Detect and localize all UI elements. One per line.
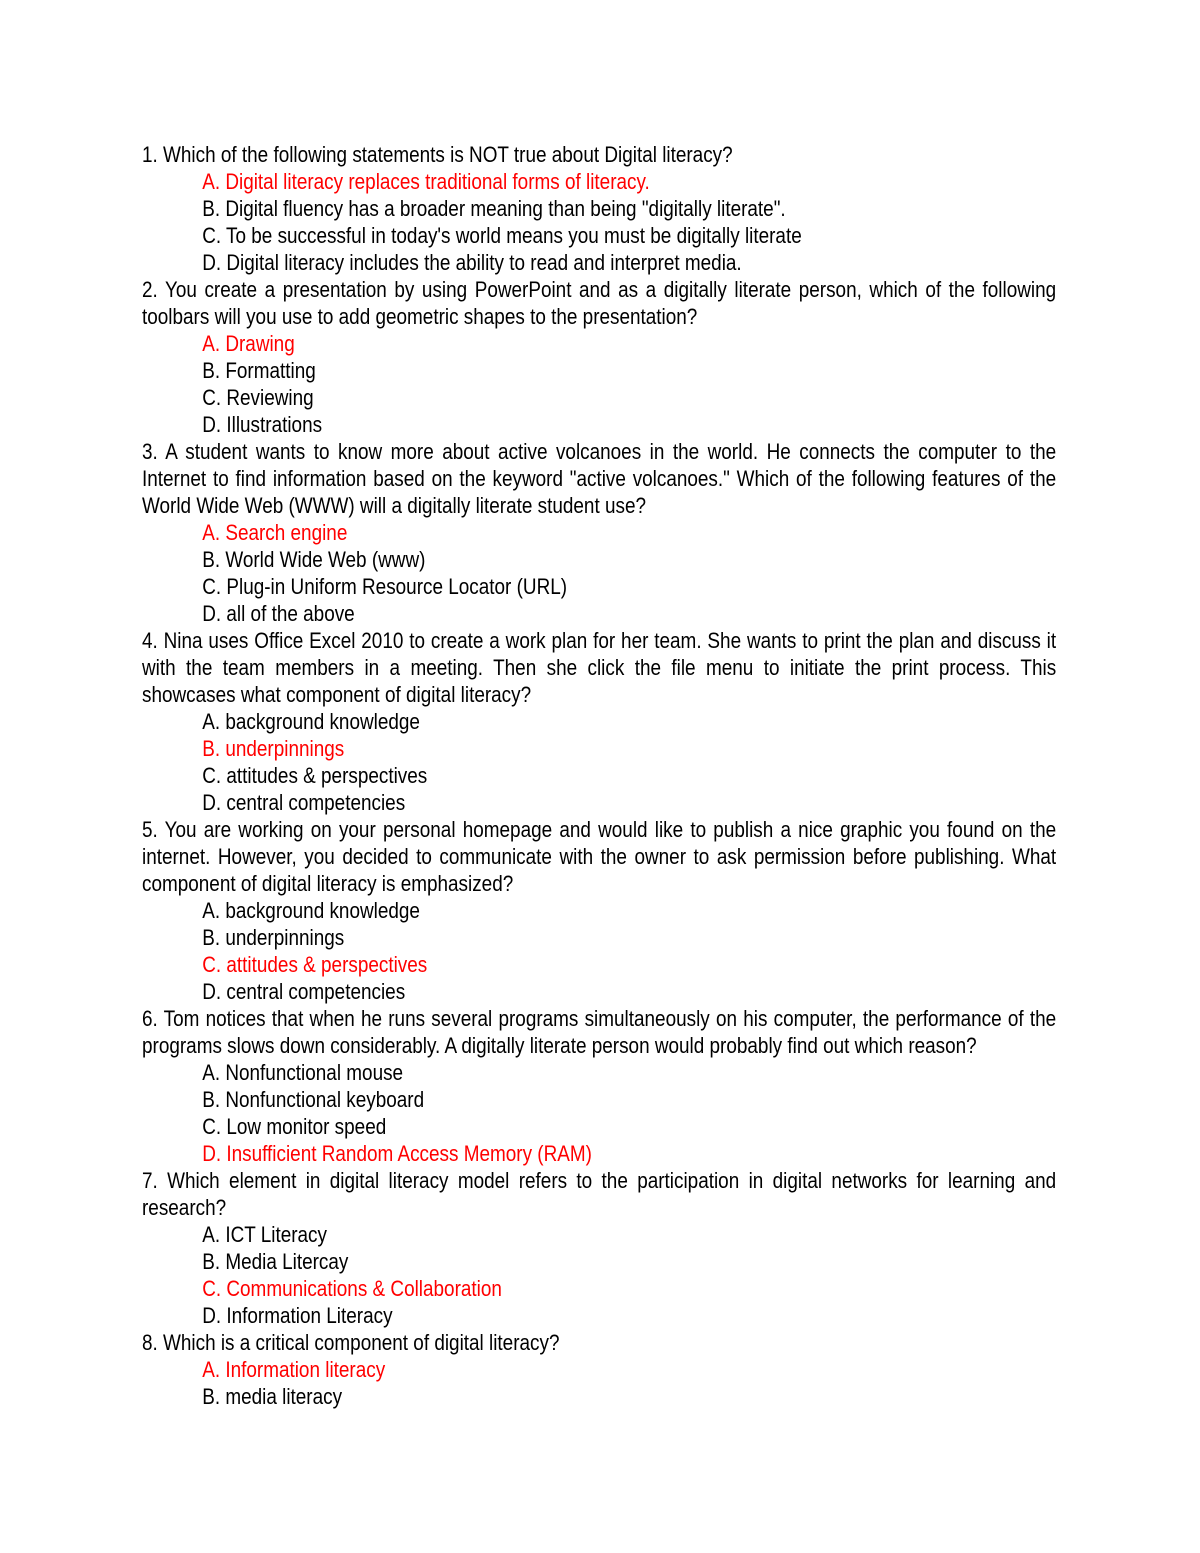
question-text: 7. Which element in digital literacy model refers to the participation in digital networks for learning and research?	[142, 1168, 1057, 1220]
answer-option: B. Formatting	[202, 358, 316, 383]
answer-option: A. ICT Literacy	[202, 1222, 327, 1247]
answer-option: B. Media Litercay	[202, 1249, 349, 1274]
question-block	[142, 276, 1056, 438]
answer-option: D. Illustrations	[202, 412, 323, 437]
answer-option-correct: A. Digital literacy replaces traditional forms of literacy.	[202, 169, 650, 194]
answer-option: D. Digital literacy includes the ability to read and interpret media.	[202, 250, 742, 275]
question-block	[142, 1329, 1056, 1410]
answer-option: C. Plug-in Uniform Resource Locator (URL)	[202, 574, 568, 599]
answer-option: A. background knowledge	[202, 709, 420, 734]
question-block	[142, 627, 1056, 816]
answer-option: B. World Wide Web (www)	[202, 547, 426, 572]
answer-option-correct: A. Search engine	[202, 520, 348, 545]
answer-option-correct: C. Communications & Collaboration	[202, 1276, 502, 1301]
question-text: 3. A student wants to know more about active volcanoes in the world. He connects the computer to the Internet to find information based on the keyword "active volcanoes." Which of the following features of the World Wide Web (WWW) will a digitally literate student use?	[142, 439, 1057, 518]
question-text: 1. Which of the following statements is NOT true about Digital literacy?	[142, 142, 733, 167]
answer-option-correct: C. attitudes & perspectives	[202, 952, 428, 977]
answer-option: D. central competencies	[202, 979, 406, 1004]
answer-option: A. background knowledge	[202, 898, 420, 923]
question-block	[142, 438, 1056, 627]
question-block	[142, 1167, 1056, 1329]
question-block	[142, 141, 1056, 276]
question-text: 2. You create a presentation by using PowerPoint and as a digitally literate person, which of the following toolbars will you use to add geometric shapes to the presentation?	[142, 277, 1057, 329]
question-text: 8. Which is a critical component of digital literacy?	[142, 1330, 560, 1355]
answer-option-correct: A. Information literacy	[202, 1357, 386, 1382]
quiz-document	[142, 141, 1056, 1410]
answer-option-correct: D. Insufficient Random Access Memory (RAM)	[202, 1141, 592, 1166]
answer-option-correct: A. Drawing	[202, 331, 295, 356]
answer-option: C. To be successful in today's world means you must be digitally literate	[202, 223, 802, 248]
answer-option: C. Low monitor speed	[202, 1114, 387, 1139]
answer-option: D. Information Literacy	[202, 1303, 393, 1328]
question-block	[142, 1005, 1056, 1167]
question-text: 4. Nina uses Office Excel 2010 to create a work plan for her team. She wants to print the plan and discuss it with the team members in a meeting. Then she click the file menu to initiate the print process. This showcases what component of digital literacy?	[142, 628, 1057, 707]
answer-option: D. all of the above	[202, 601, 355, 626]
answer-option: C. attitudes & perspectives	[202, 763, 428, 788]
answer-option: B. Digital fluency has a broader meaning than being "digitally literate".	[202, 196, 786, 221]
answer-option: C. Reviewing	[202, 385, 314, 410]
question-block	[142, 816, 1056, 1005]
question-text: 6. Tom notices that when he runs several programs simultaneously on his computer, the performance of the programs slows down considerably. A digitally literate person would probably find out which reason?	[142, 1006, 1057, 1058]
question-text: 5. You are working on your personal homepage and would like to publish a nice graphic you found on the internet. However, you decided to communicate with the owner to ask permission before publishing. What component of digital literacy is emphasized?	[142, 817, 1057, 896]
answer-option: B. Nonfunctional keyboard	[202, 1087, 425, 1112]
answer-option-correct: B. underpinnings	[202, 736, 345, 761]
answer-option: B. underpinnings	[202, 925, 345, 950]
answer-option: B. media literacy	[202, 1384, 343, 1409]
answer-option: A. Nonfunctional mouse	[202, 1060, 404, 1085]
answer-option: D. central competencies	[202, 790, 406, 815]
